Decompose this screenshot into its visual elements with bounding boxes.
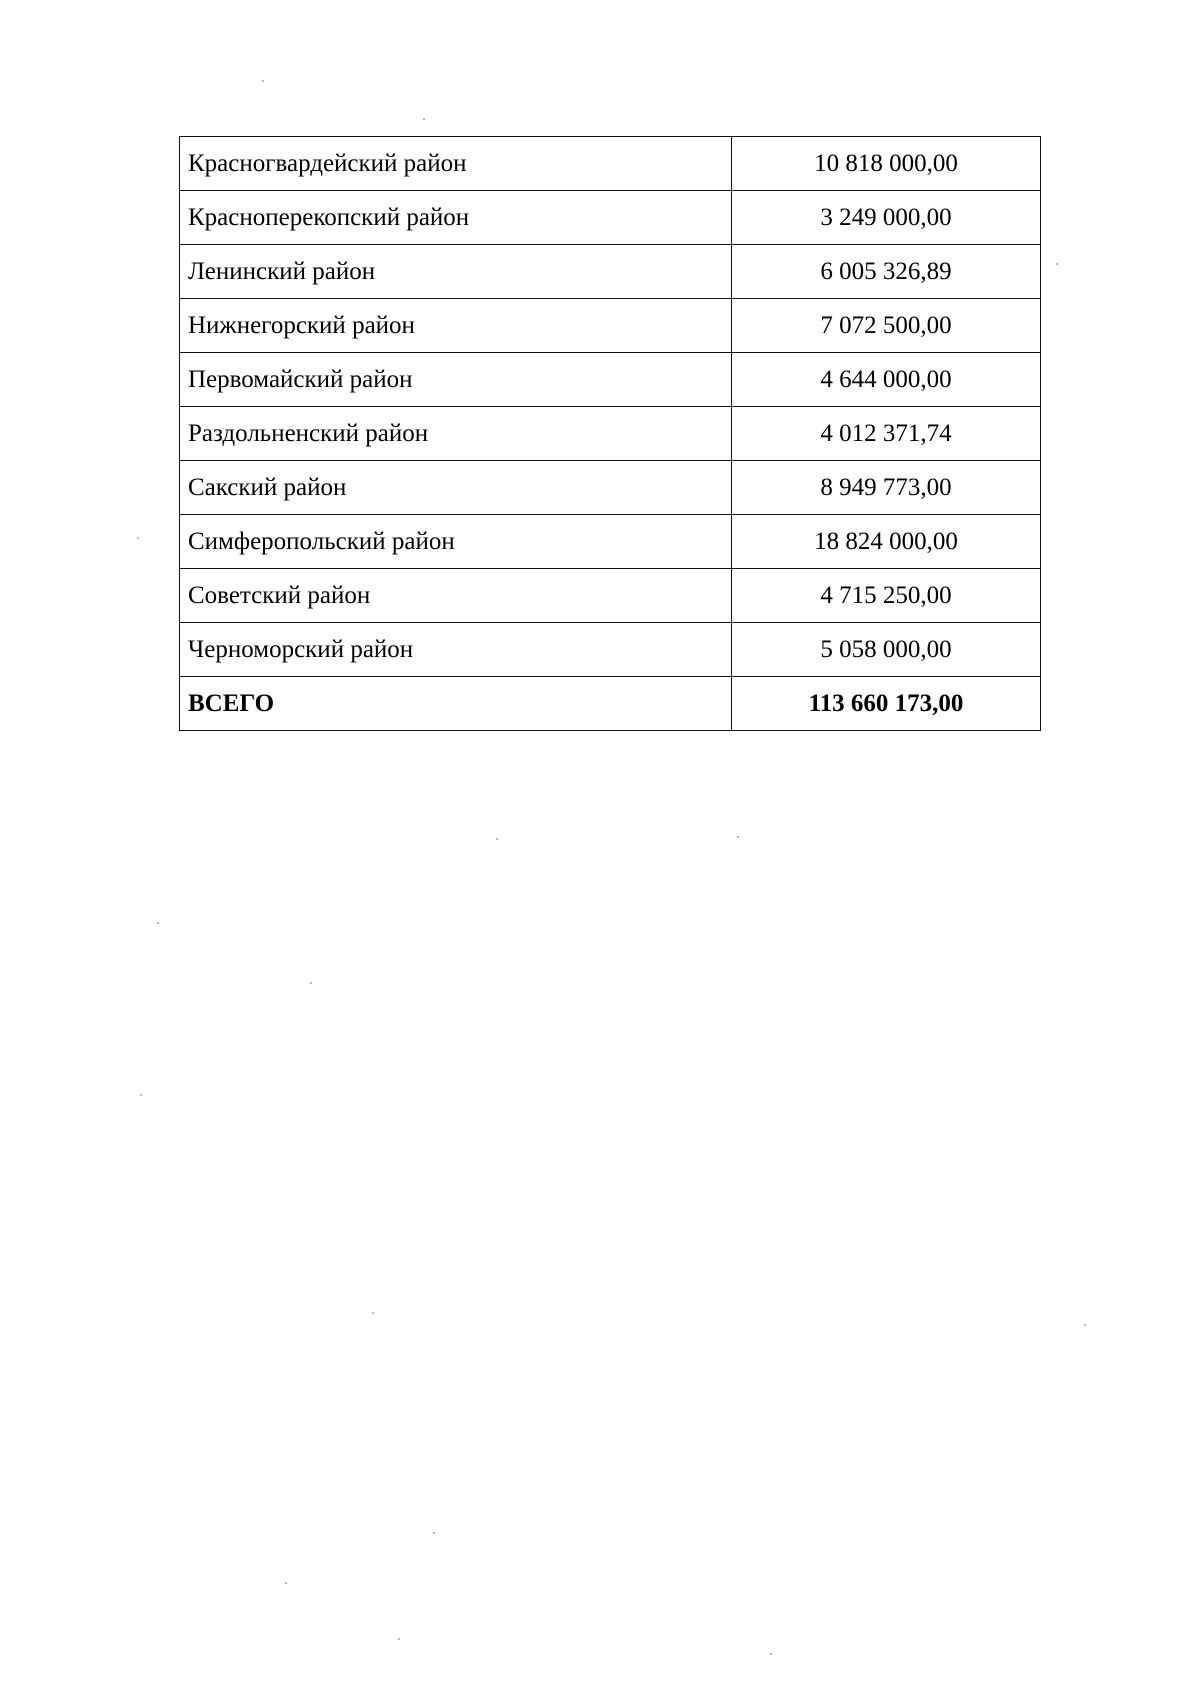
scan-speck xyxy=(1056,263,1058,265)
amount-cell: 10 818 000,00 xyxy=(732,137,1041,191)
amount-cell: 3 249 000,00 xyxy=(732,191,1041,245)
scan-speck xyxy=(770,1653,772,1655)
table-row xyxy=(180,461,1041,515)
district-name-cell: Ленинский район xyxy=(180,245,732,299)
table-row xyxy=(180,569,1041,623)
scan-speck xyxy=(157,922,159,924)
scan-speck xyxy=(1084,1324,1086,1326)
scan-speck xyxy=(433,1532,435,1534)
scan-speck xyxy=(737,836,739,838)
total-row xyxy=(180,677,1041,731)
amount-cell: 4 012 371,74 xyxy=(732,407,1041,461)
scan-speck xyxy=(285,1582,287,1584)
scan-speck xyxy=(496,838,498,840)
table-row xyxy=(180,515,1041,569)
table-row xyxy=(180,191,1041,245)
district-name-cell: Сакский район xyxy=(180,461,732,515)
scan-speck xyxy=(398,1638,400,1640)
table-row xyxy=(180,299,1041,353)
amount-cell: 4 715 250,00 xyxy=(732,569,1041,623)
table-row xyxy=(180,245,1041,299)
scan-speck xyxy=(262,80,264,82)
amount-cell: 4 644 000,00 xyxy=(732,353,1041,407)
district-name-cell: Нижнегорский район xyxy=(180,299,732,353)
table-row xyxy=(180,407,1041,461)
table-row xyxy=(180,137,1041,191)
scan-speck xyxy=(140,1094,142,1096)
scan-speck xyxy=(137,537,139,539)
amount-cell: 6 005 326,89 xyxy=(732,245,1041,299)
district-name-cell: Первомайский район xyxy=(180,353,732,407)
district-name-cell: Симферопольский район xyxy=(180,515,732,569)
amount-cell: 5 058 000,00 xyxy=(732,623,1041,677)
district-name-cell: Красногвардейский район xyxy=(180,137,732,191)
district-amounts-table xyxy=(179,136,1041,731)
district-name-cell: Раздольненский район xyxy=(180,407,732,461)
total-amount-cell: 113 660 173,00 xyxy=(732,677,1041,731)
scan-speck xyxy=(423,118,425,120)
district-name-cell: Черноморский район xyxy=(180,623,732,677)
total-label-cell: ВСЕГО xyxy=(180,677,732,731)
table-row xyxy=(180,353,1041,407)
amount-cell: 7 072 500,00 xyxy=(732,299,1041,353)
district-name-cell: Советский район xyxy=(180,569,732,623)
amount-cell: 18 824 000,00 xyxy=(732,515,1041,569)
amount-cell: 8 949 773,00 xyxy=(732,461,1041,515)
table-row xyxy=(180,623,1041,677)
scan-speck xyxy=(310,982,312,984)
district-table-container xyxy=(179,136,1030,731)
scan-speck xyxy=(372,1312,374,1314)
district-name-cell: Красноперекопский район xyxy=(180,191,732,245)
